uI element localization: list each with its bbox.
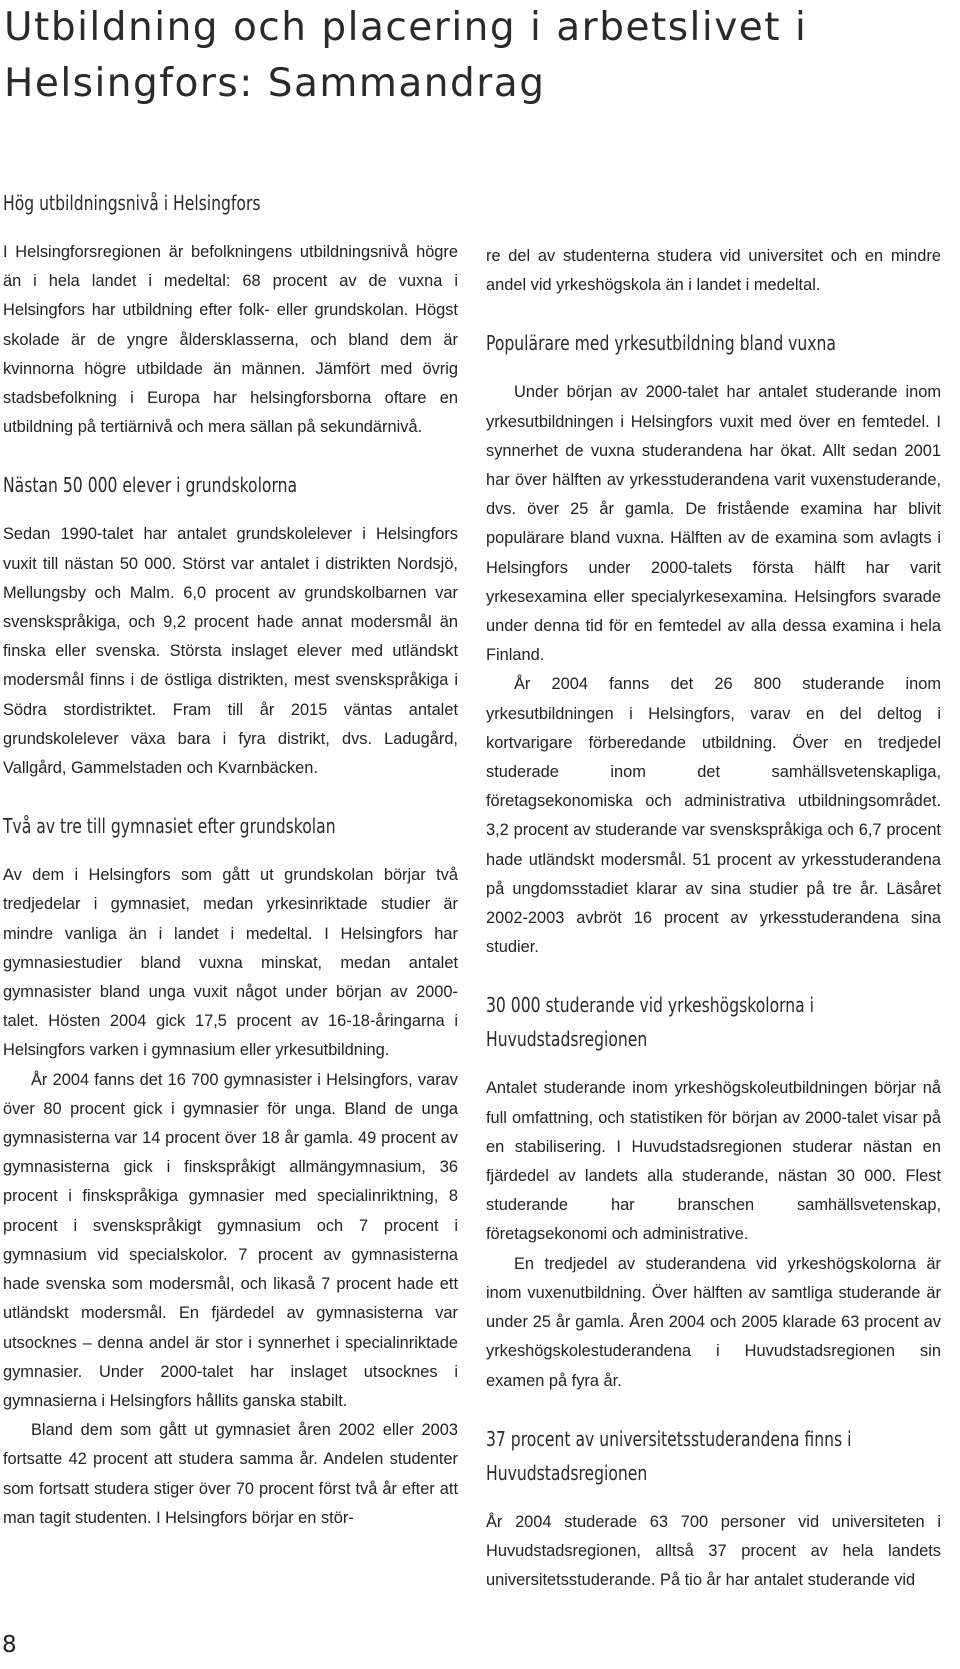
paragraph-high-education: I Helsingforsregionen är befolkningens utbildningsnivå högre än i hela landet i medeltal: 68 procent av de vuxna i Helsingfors har utbildning efter folk- eller grundskolan. Högst skolade är de yngre åldersklasserna, och bland dem är kvinnorna högre utbildade än männen. Jämfört med övrig stadsbefolkning i Europa har helsingforsborna oftare en utbildning på tertiärnivå och mera sällan på sekundärnivå. [3,243,458,437]
paragraph-upper-secondary-2: År 2004 fanns det 16 700 gymnasister i Helsingfors, varav över 80 procent gick i gymnasier för unga. Bland de unga gymnasisterna var 14 procent över 18 år gamla. 49 procent av gymnasisterna gick i finskspråkigt allmängymnasium, 36 procent i finskspråkiga gymnasier med specialinriktning, 8 procent i svenskspråkigt gymnasium och 7 procent i gymnasium vid specialskolor. 7 procent av gymnasisterna hade svenska som modersmål, och likaså 7 procent hade ett utländskt modersmål. En fjärdedel av gymnasisterna var utsocknes – denna andel är stor i synnerhet i specialinriktade gymnasier. Under 2000-talet har inslaget utsocknes i gymnasierna i Helsingfors hållits ganska stabilt. [3,1070,458,1410]
paragraph-upper-secondary-1: Av dem i Helsingfors som gått ut grundskolan börjar två tredjedelar i gymnasiet, medan yrkesinriktade studier är mindre vanliga än i landet i medeltal. I Helsingfors har gymnasiestudier bland vuxna minskat, medan antalet gymnasister bland unga vuxit något under början av 2000-talet. Hösten 2004 gick 17,5 procent av 16-18-åringarna i Helsingfors varken i gymnasium eller yrkesutbildning. [3,866,458,1060]
section-heading-universities-line-1: 37 procent av universitetsstuderandena finns i [486,1426,852,1451]
paragraph-continued: re del av studenterna studera vid universitet och en mindre andel vid yrkeshögskola än i landet i medeltal. [486,247,941,295]
section-heading-polytechnics [486,988,940,1056]
section-heading-universities [486,1422,940,1490]
right-column [486,242,941,1595]
paragraph-universities: År 2004 studerade 63 700 personer vid universiteten i Huvudstadsregionen, alltså 37 procent av hela landets universitetsstuderande. På tio år har antalet studerande vid [486,1512,941,1590]
paragraph-polytechnics-1: Antalet studerande inom yrkeshögskoleutbildningen börjar nå full omfattning, och statistiken för början av 2000-talet visar på en stabilisering. I Huvudstadsregionen studerar nästan en fjärdedel av landets alla studerande, nästan 30 000. Flest studerande har branschen samhällsvetenskap, företagsekonomi och administrative. [486,1079,941,1244]
page-title-line-2: Helsingfors: Sammandrag [4,61,546,106]
section-heading-high-education: Hög utbildningsnivå i Helsingfors [3,191,261,215]
paragraph-polytechnics-2: En tredjedel av studerandena vid yrkeshögskolorna är inom vuxenutbildning. Över hälften av samtliga studerande är under 25 år gamla. Åren 2004 och 2005 klarade 63 procent av yrkeshögskolestuderandena i Huvudstadsregionen sin examen på fyra år. [486,1254,941,1390]
paragraph-comprehensive-schools: Sedan 1990-talet har antalet grundskolelever i Helsingfors vuxit till nästan 50 000. Störst var antalet i distrikten Nordsjö, Mellungsby och Malm. 6,0 procent av grundskolbarnen var svenskspråkiga, och 9,2 procent hade annat modersmål än finska eller svenska. Största inslaget elever med utländskt modersmål finns i de östliga distrikten, mest svenskspråkiga i Södra stordistriktet. Fram till år 2015 väntas antalet grundskolelever växa bara i fyra distrikt, dvs. Ladugård, Vallgård, Gammelstaden och Kvarnbäcken. [3,525,458,778]
page-title-line-1: Utbildning och placering i arbetslivet i [4,5,808,50]
paragraph-upper-secondary-3: Bland dem som gått ut gymnasiet åren 2002 eller 2003 fortsatte 42 procent att studera samma år. Andelen studenter som fortsatt studera stiger över 70 procent först två år efter att man tagit studenten. I Helsingfors börjar en stör- [3,1421,458,1527]
section-heading-polytechnics-line-1: 30 000 studerande vid yrkeshögskolorna i [486,993,815,1018]
section-heading-comprehensive-schools: Nästan 50 000 elever i grundskolorna [3,473,298,498]
section-heading-upper-secondary: Två av tre till gymnasiet efter grundskolan [3,814,336,839]
left-column [3,186,458,1533]
paragraph-vocational-adults-2: År 2004 fanns det 26 800 studerande inom yrkesutbildningen i Helsingfors, varav en del deltog i kortvarigare förberedande utbildning. Över en tredjedel studerade inom det samhällsvetenskapliga, företagsekonomiska och administrativa utbildningsområdet. 3,2 procent av studerande var svenskspråkiga och 6,7 procent hade utländskt modersmål. 51 procent av yrkesstuderandena på ungdomsstadiet klarar av sina studier på tre år. Läsåret 2002-2003 avbröt 16 procent av yrkesstuderandena sina studier. [486,675,941,957]
section-heading-universities-line-2: Huvudstadsregionen [486,1460,648,1485]
page-title [4,0,954,112]
section-heading-vocational-adults: Populärare med yrkesutbildning bland vuxna [486,331,836,356]
section-heading-polytechnics-line-2: Huvudstadsregionen [486,1027,648,1052]
paragraph-vocational-adults-1: Under början av 2000-talet har antalet studerande inom yrkesutbildningen i Helsingfors vuxit med över en femtedel. I synnerhet de vuxna studerandena har ökat. Allt sedan 2001 har över hälften av yrkesstuderandena varit vuxenstuderande, dvs. över 25 år gamla. De fristående examina har blivit populärare bland vuxna. Hälften av de examina som avlagts i Helsingfors under 2000-talets första hälft har varit yrkesexamina eller specialyrkesexamina. Helsingfors svarade under denna tid för en femtedel av alla dessa examina i hela Finland. [486,383,941,665]
page-number: 8 [2,1632,17,1658]
